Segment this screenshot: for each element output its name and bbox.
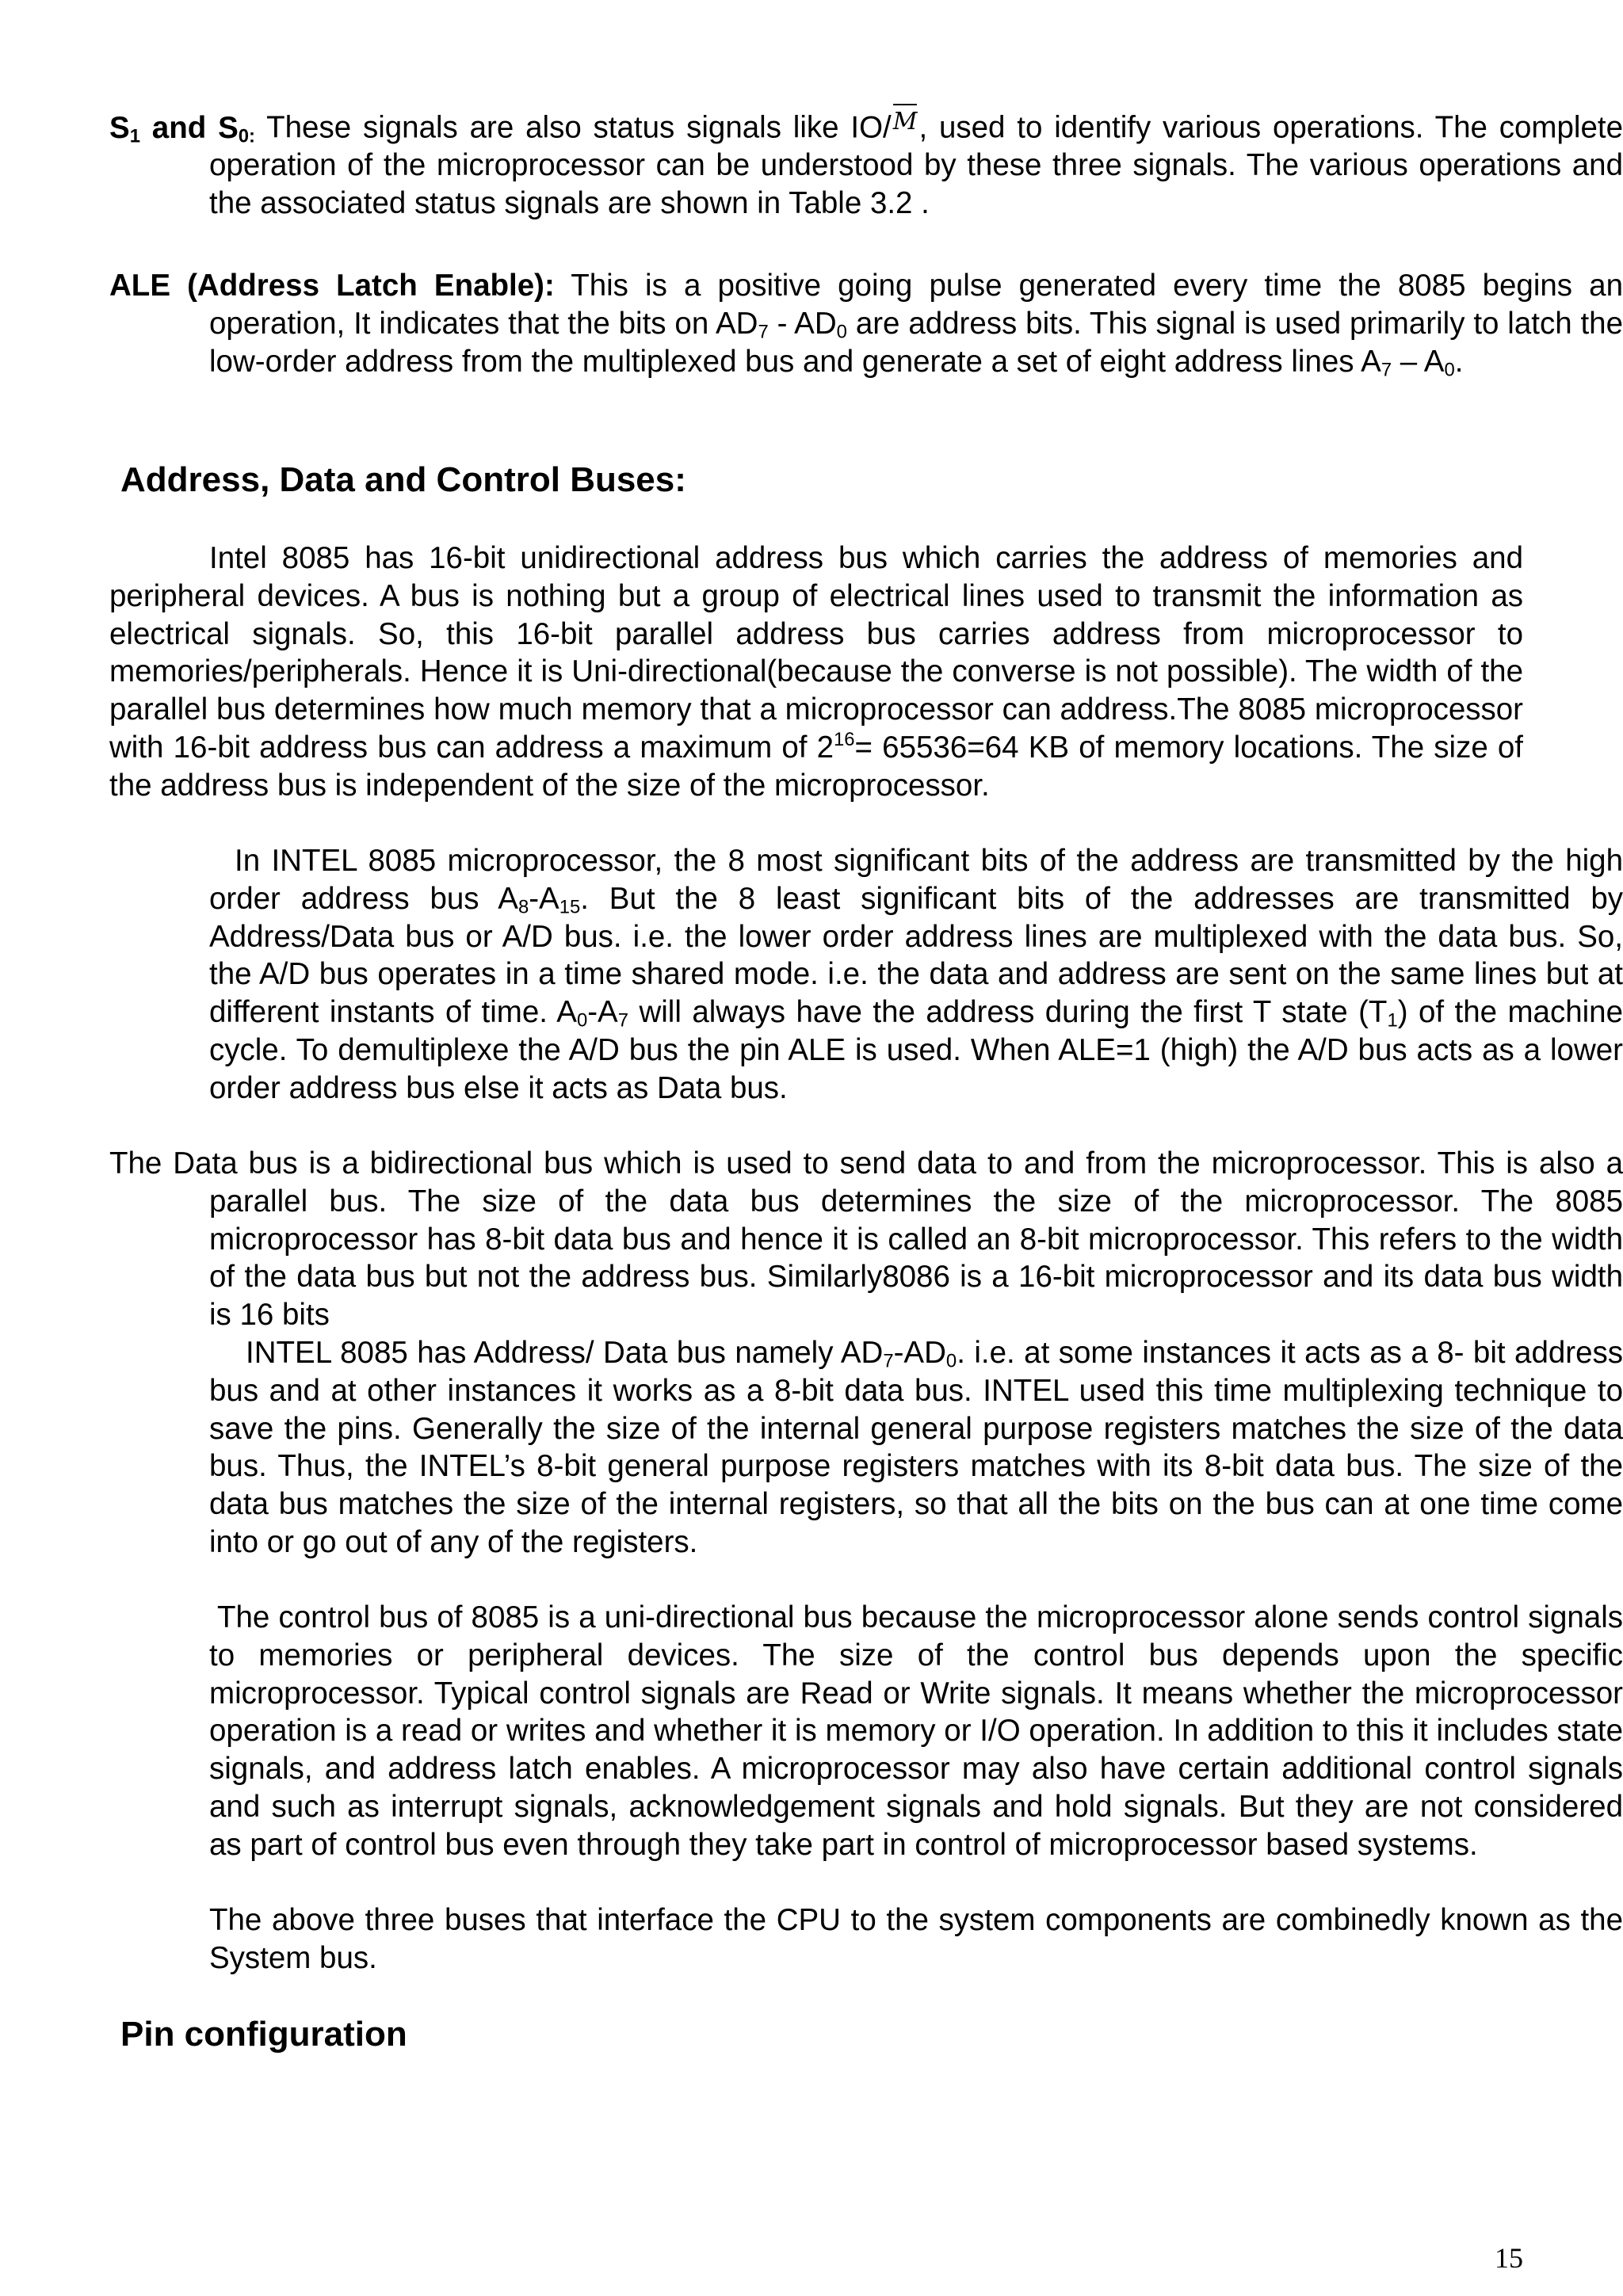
paragraph-system-bus: The above three buses that interface the CPU to the system components are combinedly known as the System bus.	[209, 1903, 1623, 1975]
paragraph-address-bus: Intel 8085 has 16-bit unidirectional address bus which carries the address of memories and peripheral devices. A bus is nothing but a group of electrical lines used to transmit the information as electrical signals. So, this 16-bit parallel address bus carries address from microprocessor to memories/peripherals. Hence it is Uni-directional(because the converse is not possible). The width of the parallel bus determines how much memory that a microprocessor can address.The 8085 microprocessor with 16-bit address bus can address a maximum of $2^{16}= 65536=64$ KB of memory locations. The size of the address bus is independent of the size of the microprocessor.	[109, 541, 1523, 803]
page-number: 15	[1495, 2242, 1523, 2274]
paragraph-data-bus: The Data bus is a bidirectional bus which is used to send data to and from the microprocessor. This is also a parallel bus. The size of the data bus determines the size of the microprocessor. The 8085 microprocessor has 8-bit data bus and hence it is called an 8-bit microprocessor. This refers to the width of the data bus but not the address bus. Similarly8086 is a 16-bit microprocessor and its data bus width is 16 bits	[109, 1146, 1623, 1333]
section-heading-pin-configuration: Pin configuration	[120, 2015, 407, 2054]
term-ale: ALE (Address Latch Enable):	[109, 269, 555, 303]
paragraph-ad-bus: INTEL 8085 has Address/ Data bus namely $AD_7-AD_0$. i.e. at some instances it acts as a 8- bit address bus and at other instances it works as a 8-bit data bus. INTEL used this time multiplexing technique to save the pins. Generally the size of the internal general purpose registers matches the size of the data bus. Thus, the INTEL’s 8-bit general purpose registers matches with its 8-bit data bus. The size of the data bus matches the size of the internal registers, so that all the bits on the bus can at one time come into or go out of any of the registers.	[209, 1336, 1623, 1559]
paragraph-address-msb: In INTEL 8085 microprocessor, the 8 most significant bits of the address are transmitted by the high order address bus $A_8-A_{15}$. But the 8 least significant bits of the addresses are transmitted by Address/Data bus or A/D bus. i.e. the lower order address lines are multiplexed with the data bus. So, the A/D bus operates in a time shared mode. i.e. the data and address are sent on the same lines but at different instants of time. $A_0-A_7$ will always have the address during the first T state $(T_1)$ of the machine cycle. To demultiplexe the A/D bus the pin ALE is used. When ALE=1 (high) the A/D bus acts as a lower order address bus else it acts as Data bus.	[209, 844, 1623, 1105]
paragraph-s1-s0-signals: $S_1$ and $S_{0:}$ These signals are also status signals like IO/M, used to identify various operations. The complete operation of the microprocessor can be understood by these three signals. The various operations and the associated status signals are shown in Table 3.2 .	[109, 103, 1623, 223]
paragraph-control-bus: The control bus of 8085 is a uni-directional bus because the microprocessor alone sends control signals to memories or peripheral devices. The size of the control bus depends upon the specific microprocessor. Typical control signals are Read or Write signals. It means whether the microprocessor operation is a read or writes and whether it is memory or I/O operation. In addition to this it includes state signals, and address latch enables. A microprocessor may also have certain additional control signals and such as interrupt signals, acknowledgement signals and hold signals. But they are not considered as part of control bus even through they take part in control of microprocessor based systems.	[209, 1600, 1623, 1862]
paragraph-ale: ALE (Address Latch Enable): This is a positive going pulse generated every time the 8085 begins an operation, It indicates that the bits on $AD_7 - AD_0$ are address bits. This signal is used primarily to latch the low-order address from the multiplexed bus and generate a set of eight address lines $A_7 - A_0$.	[109, 269, 1623, 380]
section-heading-buses: Address, Data and Control Buses:	[120, 460, 686, 499]
term-s1-s0: $S_1$ and $S_{0:}$	[109, 110, 255, 147]
m-overbar-symbol: M	[892, 103, 919, 141]
